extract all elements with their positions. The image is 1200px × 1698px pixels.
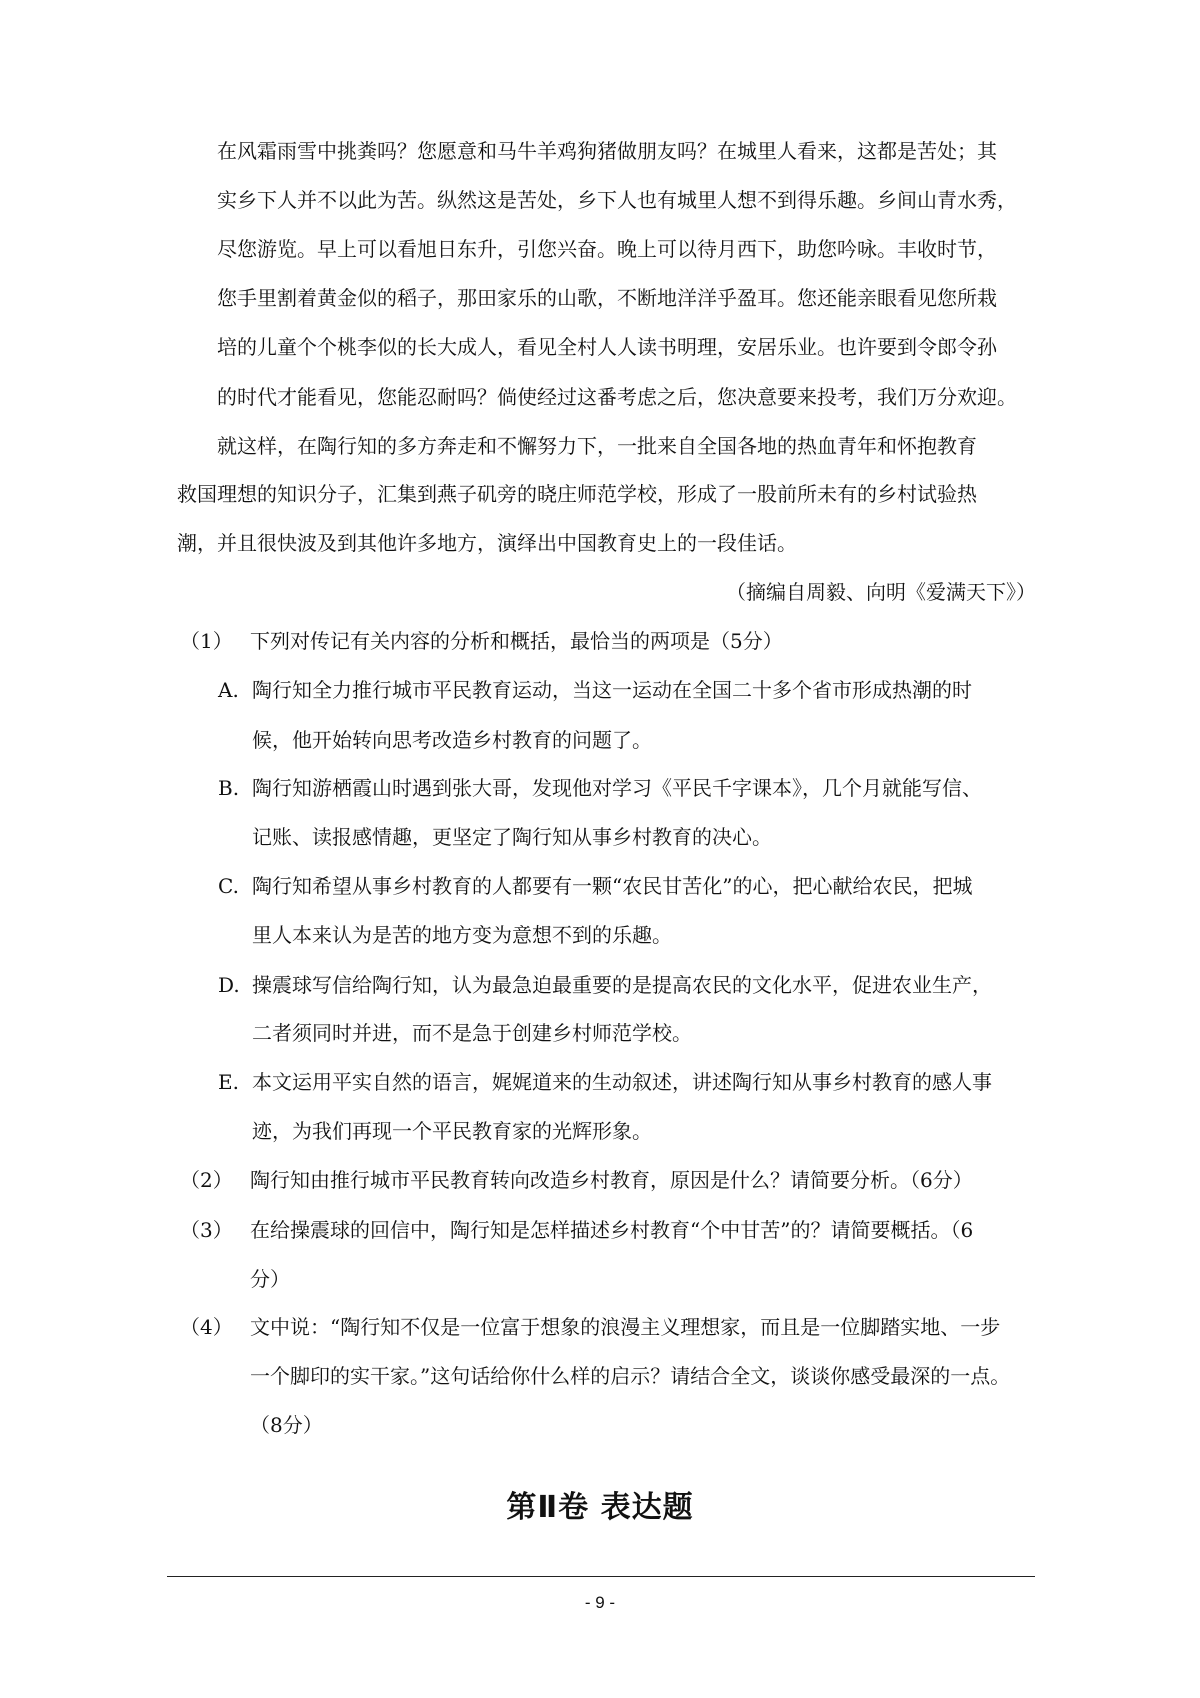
paragraph-line: 就这样，在陶行知的多方奔走和不懈努力下，一批来自全国各地的热血青年和怀抱教育: [217, 434, 977, 458]
option-text: 记账、读报感情趣，更坚定了陶行知从事乡村教育的决心。: [252, 825, 772, 849]
option-text: 二者须同时并进，而不是急于创建乡村师范学校。: [252, 1021, 692, 1045]
passage-line: 在风霜雨雪中挑粪吗？您愿意和马牛羊鸡狗猪做朋友吗？在城里人看来，这都是苦处；其: [217, 139, 997, 163]
option-text: 操震球写信给陶行知，认为最急迫最重要的是提高农民的文化水平，促进农业生产，: [252, 973, 992, 997]
question-text: 在给操震球的回信中，陶行知是怎样描述乡村教育“个中甘苦”的？请简要概括。（6: [250, 1218, 974, 1242]
option-text: 本文运用平实自然的语言，娓娓道来的生动叙述，讲述陶行知从事乡村教育的感人事: [252, 1070, 992, 1094]
question-number: （1）: [180, 629, 233, 653]
option-text: 候，他开始转向思考改造乡村教育的问题了。: [252, 728, 652, 752]
question-number: （2）: [180, 1168, 233, 1192]
option-text: 迹，为我们再现一个平民教育家的光辉形象。: [252, 1119, 652, 1143]
passage-line: 您手里割着黄金似的稻子，那田家乐的山歌，不断地洋洋乎盈耳。您还能亲眼看见您所栽: [217, 286, 997, 310]
option-label: D.: [218, 973, 240, 997]
paragraph-line: 潮，并且很快波及到其他许多地方，演绎出中国教育史上的一段佳话。: [177, 531, 797, 555]
option-text: 陶行知希望从事乡村教育的人都要有一颗“农民甘苦化”的心，把心献给农民，把城: [252, 874, 973, 898]
footer-divider: [167, 1576, 1035, 1577]
page-number: - 9 -: [584, 1593, 616, 1612]
option-text: 里人本来认为是苦的地方变为意想不到的乐趣。: [252, 923, 672, 947]
question-text: 分）: [250, 1267, 290, 1291]
option-label: A.: [218, 678, 239, 702]
question-text: 一个脚印的实干家。”这句话给你什么样的启示？请结合全文，谈谈你感受最深的一点。: [250, 1364, 1011, 1388]
question-number: （3）: [180, 1218, 233, 1242]
passage-line: 尽您游览。早上可以看旭日东升，引您兴奋。晚上可以待月西下，助您吟咏。丰收时节，: [217, 237, 997, 261]
option-label: B.: [218, 776, 240, 800]
option-text: 陶行知游栖霞山时遇到张大哥，发现他对学习《平民千字课本》，几个月就能写信、: [252, 776, 982, 800]
question-text: 下列对传记有关内容的分析和概括，最恰当的两项是（5分）: [250, 629, 783, 653]
option-text: 陶行知全力推行城市平民教育运动，当这一运动在全国二十多个省市形成热潮的时: [252, 678, 972, 702]
passage-line: 的时代才能看见，您能忍耐吗？倘使经过这番考虑之后，您决意要来投考，我们万分欢迎。: [217, 385, 1017, 409]
question-text: （8分）: [250, 1413, 323, 1437]
question-text: 文中说：“陶行知不仅是一位富于想象的浪漫主义理想家，而且是一位脚踏实地、一步: [250, 1315, 1001, 1339]
source-citation: （摘编自周毅、向明《爱满天下》）: [726, 580, 1036, 604]
section-title: 第Ⅱ卷 表达题: [506, 1490, 694, 1525]
question-text: 陶行知由推行城市平民教育转向改造乡村教育，原因是什么？请简要分析。（6分）: [250, 1168, 973, 1192]
paragraph-line: 救国理想的知识分子，汇集到燕子矶旁的晓庄师范学校，形成了一股前所未有的乡村试验热: [177, 482, 977, 506]
question-number: （4）: [180, 1315, 233, 1339]
passage-line: 实乡下人并不以此为苦。纵然这是苦处，乡下人也有城里人想不到得乐趣。乡间山青水秀，: [217, 188, 1017, 212]
option-label: C.: [218, 874, 239, 898]
option-label: E.: [218, 1070, 239, 1094]
passage-line: 培的儿童个个桃李似的长大成人，看见全村人人读书明理，安居乐业。也许要到令郎令孙: [217, 335, 997, 359]
